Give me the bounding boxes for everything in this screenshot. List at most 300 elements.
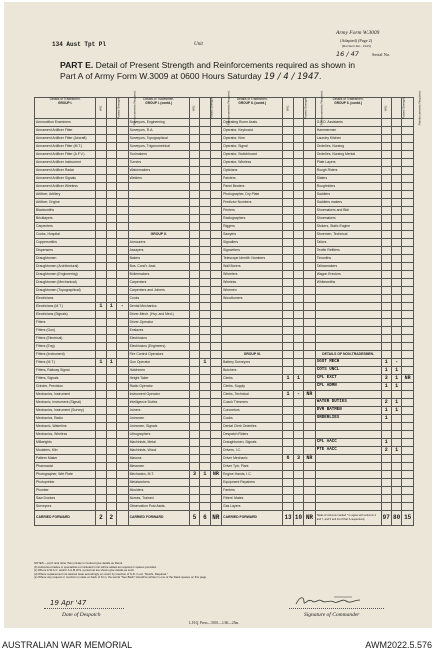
count-cell [189, 399, 199, 407]
count-cell [381, 151, 391, 159]
count-cell [106, 295, 116, 303]
trade-name-cell: Driver-Operator [128, 319, 189, 327]
count-cell [200, 263, 210, 271]
count-cell [106, 471, 116, 479]
count-cell [304, 319, 316, 327]
count-cell [283, 135, 293, 143]
count-cell [283, 191, 293, 199]
count-cell [200, 423, 210, 431]
trade-name-cell: Assayers [128, 247, 189, 255]
count-cell [283, 319, 293, 327]
count-cell [189, 215, 199, 223]
count-cell [210, 255, 222, 263]
table-row [35, 311, 414, 319]
credit-left: AUSTRALIAN WAR MEMORIAL [2, 640, 133, 650]
count-cell [402, 319, 414, 327]
despatch-date: 19 Apr '47 [50, 599, 87, 607]
count-cell [391, 215, 401, 223]
count-cell [96, 439, 106, 447]
count-cell [381, 279, 391, 287]
count-cell [293, 383, 303, 391]
count-cell [293, 439, 303, 447]
count-cell [117, 367, 129, 375]
count-cell [381, 479, 391, 487]
trade-name-cell: Shoemakers [315, 215, 381, 223]
table-row [35, 463, 414, 471]
count-cell [200, 439, 210, 447]
count-cell [210, 183, 222, 191]
count-cell [189, 327, 199, 335]
count-cell [210, 351, 222, 359]
non-tradesman-entry: WATER DUTIES [315, 399, 381, 407]
count-cell [189, 447, 199, 455]
count-cell [210, 303, 222, 311]
count-cell [210, 295, 222, 303]
trade-name-cell: Saw Doctors [35, 495, 96, 503]
count-cell [96, 175, 106, 183]
trade-name-cell: Cooks, Hospital [35, 231, 96, 239]
count-cell: 1 [106, 359, 116, 367]
trade-name-cell: Armament Artificer Instrument [35, 159, 96, 167]
table-row [35, 183, 414, 191]
trade-name-cell: Drivers, I.C. [222, 447, 283, 455]
table-row [35, 215, 414, 223]
unit-label: Unit [194, 42, 203, 47]
table-row [35, 239, 414, 247]
table-row [35, 175, 414, 183]
count-cell [117, 383, 129, 391]
trade-name-cell: Watchmakers [128, 167, 189, 175]
count-cell [293, 143, 303, 151]
count-cell [106, 167, 116, 175]
count-cell [402, 479, 414, 487]
count-cell [293, 247, 303, 255]
count-cell [402, 239, 414, 247]
count-cell [106, 399, 116, 407]
non-tradesman-entry [315, 463, 381, 471]
count-cell [200, 183, 210, 191]
trade-name-cell: Laundry Kitchen [315, 135, 381, 143]
non-tradesman-entry: CPL AACC [315, 439, 381, 447]
trade-name-cell: Riggers [222, 223, 283, 231]
trade-name-cell: Intelligence Duties [128, 399, 189, 407]
count-cell [210, 455, 222, 463]
trade-name-cell: Mechanics, Radio [35, 415, 96, 423]
count-cell [96, 383, 106, 391]
total-cell: 15 [402, 511, 414, 526]
trade-name-cell: Armament Artificer Signals [35, 175, 96, 183]
count-cell [200, 415, 210, 423]
count-cell [402, 439, 414, 447]
col-reinf: Reinforcements Required. [402, 98, 414, 119]
count-cell [189, 279, 199, 287]
count-cell [381, 455, 391, 463]
note-line: (e) Where any request or mention is made on back of form, the words "See Back" should be written in one of the blank spaces on this page. [34, 575, 207, 580]
count-cell [189, 391, 199, 399]
count-cell [304, 119, 316, 127]
count-cell [200, 223, 210, 231]
count-cell [189, 335, 199, 343]
count-cell [106, 415, 116, 423]
count-cell [381, 319, 391, 327]
count-cell [210, 375, 222, 383]
count-cell [200, 287, 210, 295]
count-cell [106, 231, 116, 239]
count-cell [117, 127, 129, 135]
count-cell [210, 487, 222, 495]
non-tradesman-entry [315, 471, 381, 479]
count-cell [304, 423, 316, 431]
count-cell [283, 407, 293, 415]
count-cell [96, 119, 106, 127]
table-row [35, 143, 414, 151]
trade-name-cell: Driver-Mech. (Hvy. and Med.) [128, 311, 189, 319]
trade-name-cell [315, 303, 381, 311]
serial-label: Serial No. [372, 52, 391, 57]
count-cell [117, 159, 129, 167]
count-cell: - [391, 359, 401, 367]
print-line: L.H.Q. Press—5001—1/46—25m. [189, 621, 240, 625]
trade-name-cell: Storemen, Technical [315, 231, 381, 239]
count-cell [96, 223, 106, 231]
count-cell [304, 359, 316, 367]
table-row [35, 303, 414, 311]
trade-name-cell [128, 207, 189, 215]
count-cell [117, 143, 129, 151]
trade-name-cell: Mechanics, Instrument (Survey) [35, 407, 96, 415]
count-cell [304, 351, 316, 359]
trade-name-cell: Surveyors, Topographical [128, 135, 189, 143]
trade-name-cell: Operator, Switchboard [222, 151, 283, 159]
trade-name-cell [128, 183, 189, 191]
non-tradesman-entry [315, 423, 381, 431]
count-cell [210, 191, 222, 199]
non-tradesman-entry: COTS UNCL [315, 367, 381, 375]
count-cell [96, 447, 106, 455]
count-cell [189, 247, 199, 255]
count-cell [381, 223, 391, 231]
count-cell [189, 135, 199, 143]
count-cell [381, 215, 391, 223]
non-tradesman-entry [315, 487, 381, 495]
count-cell: 3 [293, 455, 303, 463]
count-cell [189, 295, 199, 303]
count-cell [96, 319, 106, 327]
count-cell [283, 399, 293, 407]
count-cell [283, 263, 293, 271]
count-cell [189, 383, 199, 391]
total-cell: 2 [106, 511, 116, 526]
table-row [35, 119, 414, 127]
trade-name-cell [128, 199, 189, 207]
count-cell [189, 367, 199, 375]
count-cell [106, 407, 116, 415]
trade-name-cell: Artificer, Engine [35, 199, 96, 207]
count-cell [283, 335, 293, 343]
total-cell: 97 [381, 511, 391, 526]
count-cell [391, 343, 401, 351]
count-cell [189, 255, 199, 263]
count-cell: 1 [391, 367, 401, 375]
trade-name-cell: Coach Trimmers [222, 399, 283, 407]
trade-name-cell: Opticians [222, 167, 283, 175]
count-cell [106, 503, 116, 511]
count-cell [293, 119, 303, 127]
count-cell [106, 287, 116, 295]
table-row [35, 199, 414, 207]
trade-name-cell: Wall Borers [222, 263, 283, 271]
count-cell: 1 [381, 439, 391, 447]
count-cell [117, 183, 129, 191]
trade-name-cell: Electricians [35, 295, 96, 303]
count-cell [381, 295, 391, 303]
note-line: (d) Where replacement not desired state accordingly on return by insertion of N.R. in col. "Reinfs. Required." [34, 571, 168, 576]
count-cell [96, 167, 106, 175]
count-cell [304, 175, 316, 183]
count-cell [106, 119, 116, 127]
count-cell [189, 119, 199, 127]
count-cell [189, 271, 199, 279]
trade-name-cell: Grinder, Precision [35, 383, 96, 391]
count-cell [391, 303, 401, 311]
trade-name-cell: Blacksmiths [35, 207, 96, 215]
table-row [35, 447, 414, 455]
count-cell [189, 351, 199, 359]
count-cell [402, 343, 414, 351]
trade-name-cell: Carpenters and Joiners [128, 287, 189, 295]
count-cell [106, 423, 116, 431]
count-cell: 2 [381, 399, 391, 407]
count-cell [293, 239, 303, 247]
count-cell [96, 199, 106, 207]
trade-name-cell [222, 343, 283, 351]
count-cell [391, 191, 401, 199]
trade-name-cell: Bricklayers [35, 215, 96, 223]
col-posted: Posted Strength. [106, 98, 116, 119]
count-cell [117, 223, 129, 231]
trade-name-cell: Signwriters [222, 247, 283, 255]
count-cell: 1 [96, 303, 106, 311]
count-cell [189, 319, 199, 327]
col-reinf: Reinforcements Required. [210, 98, 222, 119]
count-cell [96, 463, 106, 471]
count-cell [402, 327, 414, 335]
count-cell [402, 135, 414, 143]
count-cell [106, 391, 116, 399]
trade-name-cell: Electricians (Engineers) [128, 343, 189, 351]
count-cell [391, 319, 401, 327]
count-cell [381, 487, 391, 495]
count-cell [381, 343, 391, 351]
col-we: W.E. [96, 98, 106, 119]
trade-name-cell: Rough Riders [315, 167, 381, 175]
count-cell [106, 215, 116, 223]
trade-name-cell [222, 319, 283, 327]
count-cell [402, 287, 414, 295]
trade-name-cell: Welders [128, 175, 189, 183]
count-cell [189, 127, 199, 135]
trade-name-cell: Equipment Repairers [222, 479, 283, 487]
count-cell [304, 247, 316, 255]
non-tradesman-entry: ORDERLIES [315, 415, 381, 423]
count-cell [304, 135, 316, 143]
count-cell [189, 239, 199, 247]
table-row [35, 191, 414, 199]
trade-name-cell: Armament Artificer Wireless [35, 183, 96, 191]
count-cell [189, 359, 199, 367]
table-header-row [35, 98, 414, 119]
trade-name-cell: Clerks [222, 375, 283, 383]
trade-name-cell: Armament Artificer Radar [35, 167, 96, 175]
count-cell [210, 359, 222, 367]
count-cell [96, 335, 106, 343]
trade-name-cell: DETAILS OF NON-TRADESMEN. [315, 351, 381, 359]
count-cell: 1 [283, 375, 293, 383]
count-cell [200, 295, 210, 303]
count-cell [283, 167, 293, 175]
count-cell [283, 175, 293, 183]
trade-name-cell: Cooks [222, 415, 283, 423]
count-cell [283, 479, 293, 487]
count-cell [391, 327, 401, 335]
count-cell [106, 239, 116, 247]
count-cell [304, 327, 316, 335]
count-cell [293, 287, 303, 295]
count-cell [210, 311, 222, 319]
count-cell [96, 127, 106, 135]
count-cell [293, 151, 303, 159]
count-cell [381, 207, 391, 215]
col-trades-g2b: Details of Tradesmen. GROUP II. (contd.) [315, 98, 381, 119]
count-cell [96, 295, 106, 303]
count-cell [210, 319, 222, 327]
trade-name-cell: Driver Mechanic [222, 455, 283, 463]
count-cell [391, 335, 401, 343]
count-cell [96, 455, 106, 463]
count-cell [381, 159, 391, 167]
count-cell [293, 471, 303, 479]
count-cell [283, 295, 293, 303]
count-cell [293, 431, 303, 439]
count-cell [96, 159, 106, 167]
trade-name-cell: Saddlers [315, 191, 381, 199]
count-cell: 3 [381, 375, 391, 383]
count-cell [117, 447, 129, 455]
count-cell [96, 327, 106, 335]
count-cell [293, 279, 303, 287]
trade-name-cell: Operating Room Assts. [222, 119, 283, 127]
count-cell [117, 247, 129, 255]
count-cell [293, 271, 303, 279]
table-body [35, 119, 414, 511]
non-tradesmen-total-label: Totals of columns marked * to agree with columns 4 and 7, and 5 and 10 of Part A respectively [315, 511, 381, 526]
count-cell: 1 [391, 407, 401, 415]
count-cell [304, 431, 316, 439]
count-cell: 2 [381, 447, 391, 455]
count-cell [189, 423, 199, 431]
trade-name-cell: Mechanics, Instrument [35, 391, 96, 399]
table-row [35, 495, 414, 503]
trade-name-cell: Millwrights [35, 439, 96, 447]
count-cell [293, 183, 303, 191]
trade-name-cell [222, 303, 283, 311]
count-cell [200, 463, 210, 471]
trade-name-cell: Wiremen [222, 287, 283, 295]
count-cell [304, 367, 316, 375]
trade-name-cell: Height Taker [128, 375, 189, 383]
count-cell [283, 439, 293, 447]
table-row [35, 431, 414, 439]
trade-name-cell: Turners [128, 159, 189, 167]
count-cell [391, 207, 401, 215]
trade-name-cell: Moulders, Kiln [35, 447, 96, 455]
table-row [35, 287, 414, 295]
count-cell [402, 495, 414, 503]
count-cell [304, 183, 316, 191]
count-cell [402, 199, 414, 207]
signature-line [289, 608, 384, 609]
count-cell: 3 [189, 471, 199, 479]
table-row [35, 231, 414, 239]
count-cell [381, 271, 391, 279]
col-posted: Posted Strength. [200, 98, 210, 119]
count-cell: 1 [293, 375, 303, 383]
count-cell [117, 487, 129, 495]
count-cell [106, 135, 116, 143]
count-cell [106, 207, 116, 215]
count-cell [117, 463, 129, 471]
count-cell [283, 231, 293, 239]
table-row [35, 167, 414, 175]
count-cell [293, 135, 303, 143]
count-cell [381, 463, 391, 471]
table-row [35, 295, 414, 303]
count-cell [381, 471, 391, 479]
count-cell [200, 303, 210, 311]
count-cell [304, 399, 316, 407]
trade-name-cell: GROUP II. [128, 231, 189, 239]
count-cell [381, 391, 391, 399]
count-cell [200, 255, 210, 263]
count-cell [117, 311, 129, 319]
table-row [35, 335, 414, 343]
count-cell [293, 167, 303, 175]
count-cell [391, 495, 401, 503]
trade-name-cell: Fitters (Instrument) [35, 351, 96, 359]
count-cell [117, 151, 129, 159]
trade-name-cell: Armament Artificer Fitter (A.F.V.) [35, 151, 96, 159]
count-cell: NR [304, 455, 316, 463]
trade-name-cell: Ammunition Examiners [35, 119, 96, 127]
count-cell [293, 399, 303, 407]
count-cell [293, 359, 303, 367]
table-row [35, 471, 414, 479]
count-cell [106, 151, 116, 159]
count-cell [402, 255, 414, 263]
count-cell [402, 223, 414, 231]
count-cell [200, 487, 210, 495]
trade-name-cell: Despatch Riders [222, 431, 283, 439]
count-cell [283, 367, 293, 375]
notes-block [34, 562, 414, 580]
count-cell [96, 343, 106, 351]
count-cell [210, 367, 222, 375]
total-cell: NR [304, 511, 316, 526]
non-tradesman-entry: CPL ADMN [315, 383, 381, 391]
count-cell [106, 343, 116, 351]
count-cell [200, 479, 210, 487]
count-cell [210, 495, 222, 503]
